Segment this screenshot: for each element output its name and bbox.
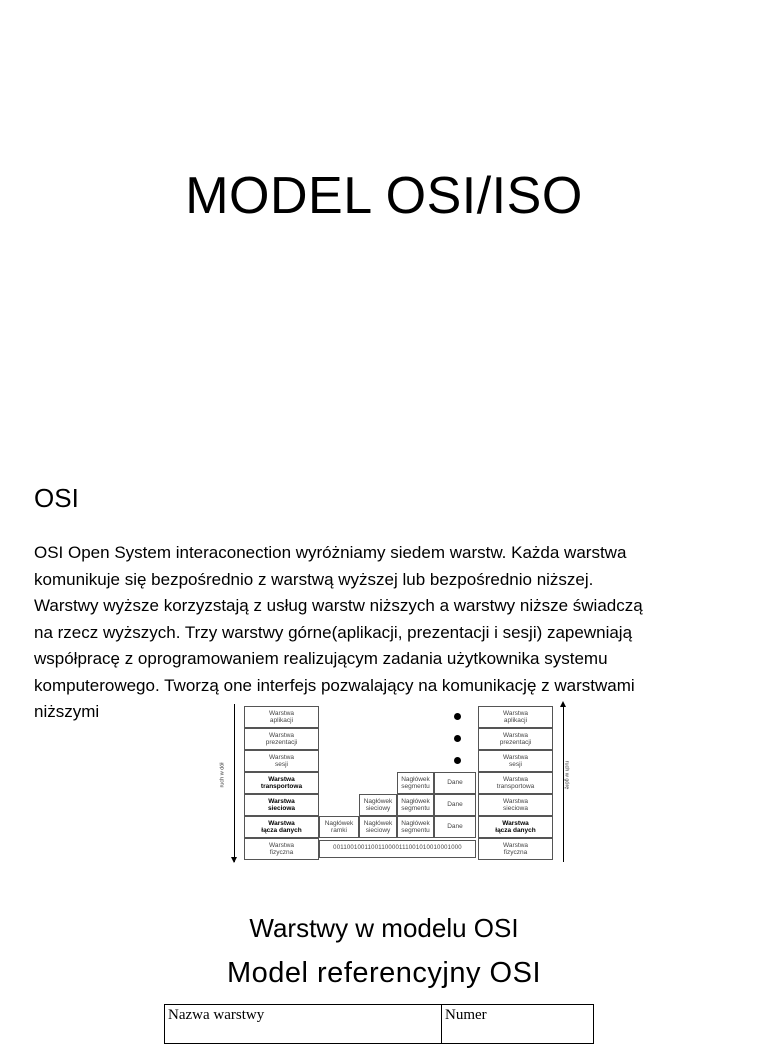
right-layer-physical: Warstwa fizyczna (478, 838, 553, 860)
right-axis-label: ruch w górę (563, 760, 570, 790)
paragraph-line: na rzecz wyższych. Trzy warstwy górne(aplikacji, prezentacji i sesji) zapewniają (34, 622, 633, 642)
datalink-network-header: Nagłówek sieciowy (359, 816, 397, 838)
right-layer-session: Warstwa sesji (478, 750, 553, 772)
physical-bitstream: 0011001001100110000111001010010001000 (319, 840, 476, 858)
osi-layers-table (164, 1004, 594, 1044)
left-layer-network: Warstwa sieciowa (244, 794, 319, 816)
paragraph-line: OSI Open System interaconection wyróżniamy siedem warstw. Każda warstwa (34, 543, 627, 562)
paragraph-line: współpracę z oprogramowaniem realizującym zadania użytkownika systemu (34, 649, 608, 668)
right-layer-presentation: Warstwa prezentacji (478, 728, 553, 750)
left-layer-application: Warstwa aplikacji (244, 706, 319, 728)
table-header-cell: Numer (442, 1005, 594, 1044)
datalink-frame-header: Nagłówek ramki (319, 816, 359, 838)
osi-encapsulation-diagram (218, 700, 578, 866)
paragraph-line: Warstwy wyższe korzyzstają z usług warstw niższych a warstwy niższe świadczą (34, 596, 643, 615)
ellipsis-dot (454, 735, 461, 742)
paragraph-line: komputerowego. Tworzą one interfejs pozwalający na komunikację z warstwami (34, 675, 635, 695)
down-arrow-line (234, 704, 235, 862)
up-arrow-head-icon (560, 701, 566, 707)
transport-segment-header: Nagłówek segmentu (397, 772, 434, 794)
paragraph-line: komunikuje się bezpośrednio z warstwą wyższej lub bezpośrednio niższej. (34, 569, 594, 589)
paragraph-line: niższymi (34, 702, 100, 721)
page-title: MODEL OSI/ISO (185, 167, 583, 225)
left-layer-session: Warstwa sesji (244, 750, 319, 772)
down-arrow-head-icon (231, 857, 237, 863)
right-layer-datalink: Warstwa łącza danych (478, 816, 553, 838)
network-segment-header: Nagłówek segmentu (397, 794, 434, 816)
section-heading: OSI (34, 483, 79, 513)
table-header-cell: Nazwa warstwy (165, 1005, 442, 1044)
datalink-data: Dane (434, 816, 476, 838)
datalink-segment-header: Nagłówek segmentu (397, 816, 434, 838)
network-header: Nagłówek sieciowy (359, 794, 397, 816)
right-layer-transport: Warstwa transportowa (478, 772, 553, 794)
section-subtitle: Warstwy w modelu OSI (249, 913, 519, 943)
left-axis-label: ruch w dół (219, 762, 226, 788)
left-layer-presentation: Warstwa prezentacji (244, 728, 319, 750)
left-layer-transport: Warstwa transportowa (244, 772, 319, 794)
left-layer-datalink: Warstwa łącza danych (244, 816, 319, 838)
section-subtitle-2: Model referencyjny OSI (226, 957, 541, 989)
left-layer-physical: Warstwa fizyczna (244, 838, 319, 860)
network-data: Dane (434, 794, 476, 816)
transport-data: Dane (434, 772, 476, 794)
ellipsis-dot (454, 713, 461, 720)
right-layer-network: Warstwa sieciowa (478, 794, 553, 816)
ellipsis-dot (454, 757, 461, 764)
table-header-row (165, 1005, 594, 1044)
right-layer-application: Warstwa aplikacji (478, 706, 553, 728)
body-paragraph (34, 540, 734, 726)
